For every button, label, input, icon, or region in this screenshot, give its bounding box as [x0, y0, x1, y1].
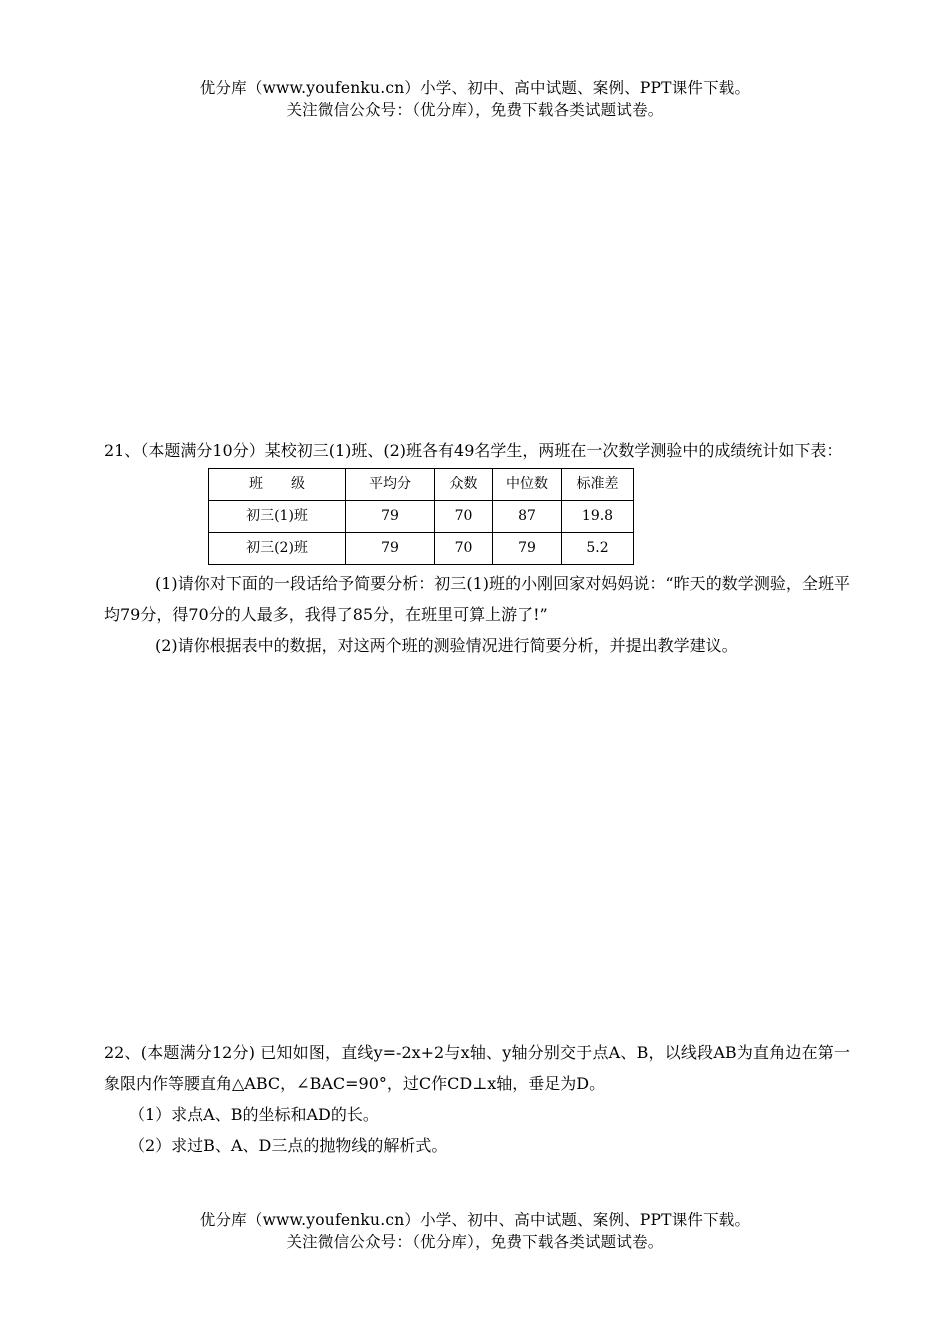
question-22-intro: 22、(本题满分12分) 已知如图，直线y=-2x+2与x轴、y轴分别交于点A、B，以线段AB为直角边在第一象限内作等腰直角△ABC，∠BAC=90°，过C作CD⊥x轴，垂足为D。 [104, 1043, 850, 1093]
table-cell: 79 [346, 533, 435, 565]
table-cell: 79 [493, 533, 562, 565]
table-header-cell: 众数 [435, 469, 493, 501]
header-line-1: 优分库（www.youfenku.cn）小学、初中、高中试题、案例、PPT课件下载。 [199, 79, 751, 97]
table-cell: 初三(2)班 [209, 533, 346, 565]
question-22 [104, 1037, 850, 1161]
table-header-cell: 中位数 [493, 469, 562, 501]
footer-line-2: 关注微信公众号：（优分库），免费下载各类试题试卷。 [286, 1233, 664, 1251]
table-cell: 初三(1)班 [209, 501, 346, 533]
table-row [209, 501, 634, 533]
question-21-part-2: (2)请你根据表中的数据，对这两个班的测验情况进行简要分析，并提出教学建议。 [155, 636, 738, 655]
table-header-cell: 平均分 [346, 469, 435, 501]
page-header [0, 77, 950, 121]
question-21-part-1: (1)请你对下面的一段话给予简要分析：初三(1)班的小刚回家对妈妈说：“昨天的数学测验，全班平均79分，得70分的人最多，我得了85分，在班里可算上游了!” [104, 574, 850, 624]
table-header-cell: 标准差 [562, 469, 634, 501]
table-cell: 5.2 [562, 533, 634, 565]
footer-line-1: 优分库（www.youfenku.cn）小学、初中、高中试题、案例、PPT课件下载。 [199, 1211, 751, 1229]
score-stats-table [208, 468, 634, 565]
table-row [209, 533, 634, 565]
table-cell: 70 [435, 501, 493, 533]
table-cell: 19.8 [562, 501, 634, 533]
page-footer [0, 1209, 950, 1253]
table-header-cell: 班 级 [209, 469, 346, 501]
question-21 [104, 435, 850, 661]
table-header-row [209, 469, 634, 501]
table-cell: 87 [493, 501, 562, 533]
question-22-part-1: （1）求点A、B的坐标和AD的长。 [129, 1105, 379, 1124]
table-cell: 79 [346, 501, 435, 533]
question-22-part-2: （2）求过B、A、D三点的抛物线的解析式。 [129, 1136, 448, 1155]
table-cell: 70 [435, 533, 493, 565]
question-21-intro: 21、（本题满分10分）某校初三(1)班、(2)班各有49名学生，两班在一次数学测验中的成绩统计如下表： [104, 441, 843, 460]
header-line-2: 关注微信公众号：（优分库），免费下载各类试题试卷。 [286, 101, 664, 119]
